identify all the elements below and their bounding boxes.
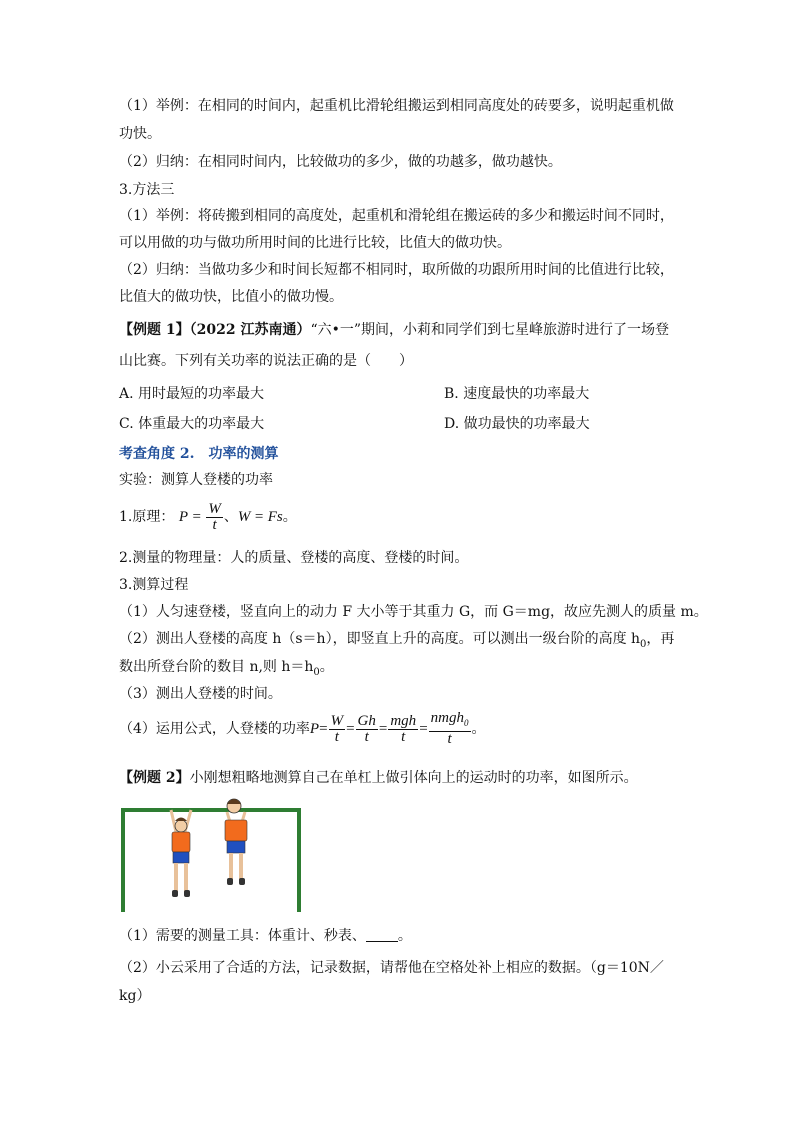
step4-eq4: = bbox=[419, 721, 428, 737]
frac-nmgh-text: nmgh bbox=[430, 710, 464, 726]
frac-w-num: W bbox=[330, 712, 344, 729]
principle-label: 1.原理： bbox=[119, 509, 175, 525]
frac-gh-num: Gh bbox=[357, 712, 376, 729]
step4-frac-w bbox=[329, 714, 346, 745]
question-1-end: 。 bbox=[397, 928, 412, 944]
example2-text: 小刚想粗略地测算自己在单杠上做引体向上的运动时的功率，如图所示。 bbox=[189, 770, 638, 786]
frac-mgh-num: mgh bbox=[390, 712, 417, 729]
question-2-cont: kg） bbox=[119, 988, 151, 1004]
formula-separator: 、 bbox=[223, 509, 238, 525]
process-step-1: （1）人匀速登楼，竖直向上的动力 F 大小等于其重力 G，而 G＝mg，故应先测人的质量 m。 bbox=[119, 604, 708, 620]
method3-heading: 3.方法三 bbox=[119, 182, 175, 198]
example2-tag: 【例题 2】 bbox=[119, 770, 190, 786]
step2-cont-text: 数出所登台阶的数目 n,则 h＝h bbox=[119, 659, 314, 675]
fraction-denominator: t bbox=[212, 516, 217, 533]
method3-example: （1）举例：将砖搬到相同的高度处，起重机和滑轮组在搬运砖的多少和搬运时间不同时， bbox=[119, 208, 674, 224]
frac-mgh-den: t bbox=[401, 728, 406, 745]
example1-tag: 【例题 1】（2022 江苏南通） bbox=[119, 322, 311, 338]
step2-subscript: 0 bbox=[640, 638, 647, 650]
formula-period: 。 bbox=[282, 509, 297, 525]
process-step-4 bbox=[119, 708, 486, 750]
frac-nmgh-sub: 0 bbox=[464, 718, 469, 728]
step2-text-end: ，再 bbox=[646, 631, 675, 647]
method2-summary: （2）归纳：在相同时间内，比较做功的多少，做的功越多，做功越快。 bbox=[119, 154, 562, 170]
frac-nmgh-den: t bbox=[447, 731, 452, 747]
step4-frac-nmgh bbox=[429, 711, 471, 747]
formula-w: W bbox=[237, 509, 251, 525]
method3-summary-cont: 比值大的做功快，比值小的做功慢。 bbox=[119, 289, 343, 305]
raised-person-head bbox=[221, 794, 247, 816]
formula-eq: = bbox=[192, 509, 201, 525]
example1-question bbox=[119, 320, 669, 340]
method3-example-cont: 可以用做的功与做功所用时间的比进行比较，比值大的做功快。 bbox=[119, 235, 511, 251]
measured-quantities: 2.测量的物理量：人的质量、登楼的高度、登楼的时间。 bbox=[119, 550, 469, 566]
step2-text: （2）测出人登楼的高度 h（s＝h），即竖直上升的高度。可以测出一级台阶的高度 h bbox=[119, 631, 641, 647]
frac-w-den: t bbox=[334, 728, 339, 745]
method2-example: （1）举例：在相同的时间内，起重机比滑轮组搬运到相同高度处的砖要多，说明起重机做 bbox=[119, 98, 674, 114]
step2-cont-subscript: 0 bbox=[313, 666, 320, 678]
process-step-2 bbox=[119, 629, 674, 655]
process-step-2-cont bbox=[119, 657, 334, 683]
step4-p: P bbox=[309, 721, 320, 737]
step4-frac-gh bbox=[356, 714, 378, 745]
step4-frac-mgh bbox=[388, 714, 418, 745]
frac-gh-den: t bbox=[364, 728, 369, 745]
step2-cont-end: 。 bbox=[319, 659, 334, 675]
formula-eq-2: = bbox=[254, 509, 264, 525]
answer-blank[interactable] bbox=[366, 927, 398, 942]
formula-fraction bbox=[206, 502, 223, 533]
example2-question bbox=[119, 768, 638, 788]
example1-question-cont: 山比赛。下列有关功率的说法正确的是（ ） bbox=[119, 353, 413, 369]
formula-fs: Fs bbox=[267, 509, 283, 525]
frac-nmgh-num bbox=[429, 711, 471, 732]
option-c: C. 体重最大的功率最大 bbox=[119, 416, 265, 432]
step4-text: （4）运用公式，人登楼的功率 bbox=[119, 721, 310, 737]
right-post bbox=[297, 810, 301, 912]
example1-text: “六•一”期间，小莉和同学们到七星峰旅游时进行了一场登 bbox=[310, 322, 670, 338]
step4-eq3: = bbox=[378, 721, 388, 737]
option-a: A. 用时最短的功率最大 bbox=[119, 386, 265, 402]
process-step-3: （3）测出人登楼的时间。 bbox=[119, 686, 282, 702]
angle2-heading: 考查角度 2. 功率的测算 bbox=[119, 446, 279, 462]
step4-period: 。 bbox=[471, 721, 486, 737]
method2-example-cont: 功快。 bbox=[119, 126, 161, 142]
hanging-person-figure bbox=[171, 810, 191, 897]
question-1 bbox=[119, 926, 412, 946]
process-heading: 3.测算过程 bbox=[119, 577, 189, 593]
question-2: （2）小云采用了合适的方法，记录数据，请帮他在空格处补上相应的数据。（g＝10N／ bbox=[119, 960, 664, 976]
pull-up-illustration bbox=[119, 800, 304, 912]
experiment-title: 实验：测算人登楼的功率 bbox=[119, 472, 273, 488]
method3-summary: （2）归纳：当做功多少和时间长短都不相同时，取所做的功跟所用时间的比值进行比较， bbox=[119, 262, 674, 278]
fraction-numerator: W bbox=[208, 500, 221, 517]
horizontal-bar bbox=[121, 808, 301, 812]
formula-p: P bbox=[178, 509, 188, 525]
step4-eq2: = bbox=[346, 721, 355, 737]
option-b: B. 速度最快的功率最大 bbox=[444, 386, 590, 402]
question-1-text: （1）需要的测量工具：体重计、秒表、 bbox=[119, 928, 366, 944]
step4-eq1: = bbox=[319, 721, 328, 737]
left-post bbox=[121, 810, 125, 912]
option-d: D. 做功最快的功率最大 bbox=[444, 416, 590, 432]
principle-line bbox=[119, 500, 297, 534]
